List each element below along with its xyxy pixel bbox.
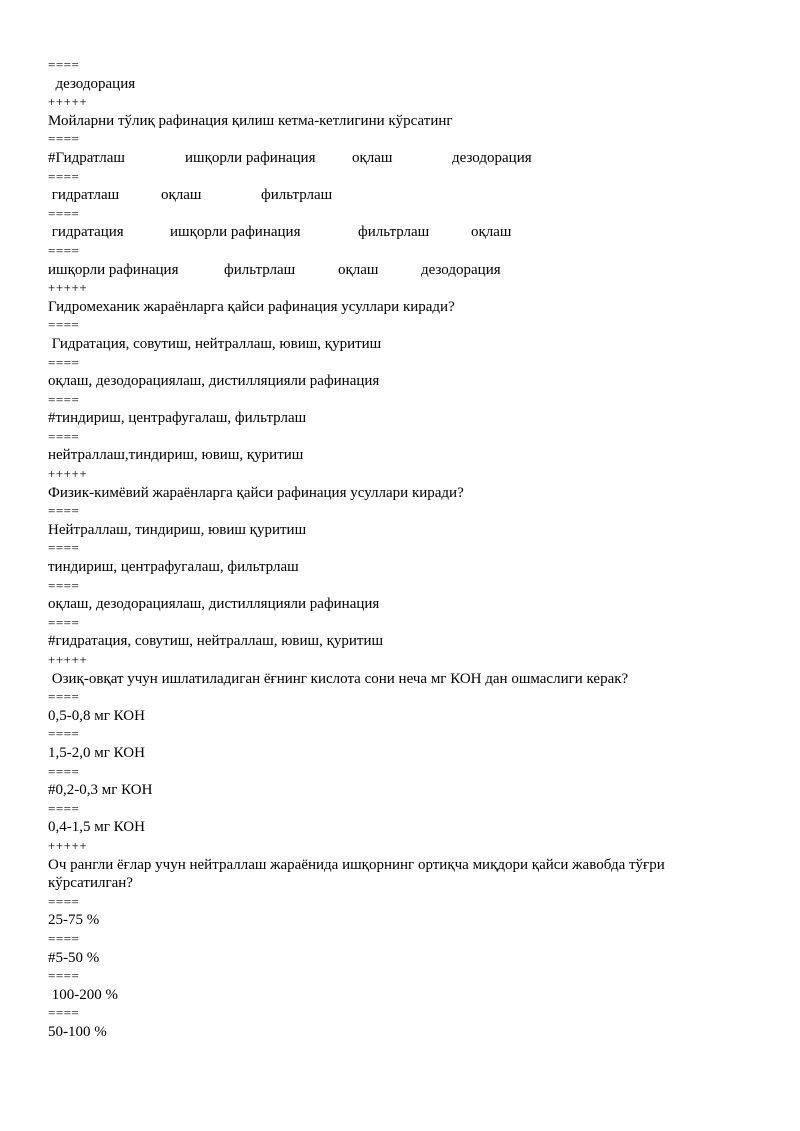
question-marker: +++++ (48, 94, 88, 110)
question-text: Гидромеханик жараёнларга қайси рафинация усуллари киради? (48, 298, 455, 315)
question-marker: +++++ (48, 652, 88, 667)
answer-option: #тиндириш, центрафугалаш, фильтрлаш (48, 410, 307, 427)
separator: ==== (48, 614, 80, 630)
answer-option-row (48, 261, 748, 280)
answer-option: оқлаш, дезодорациялаш, дистилляцияли рафинация (48, 596, 380, 613)
answer-term: гидратация (48, 224, 124, 241)
answer-term: дезодорация (421, 261, 501, 278)
answer-option: Гидратация, совутиш, нейтраллаш, ювиш, қуритиш (48, 335, 382, 352)
answer-term: оқлаш (338, 261, 379, 278)
separator: ==== (48, 1005, 80, 1021)
answer-option: дезодорация (48, 75, 136, 92)
answer-option: тиндириш, центрафугалаш, фильтрлаш (48, 559, 299, 576)
answer-option: 100-200 % (48, 986, 118, 1003)
question-text: Физик-кимёвий жараёнларга қайси рафинация усуллари киради? (48, 484, 464, 501)
answer-option-row (48, 149, 748, 168)
answer-option-row (48, 186, 748, 205)
answer-option: #5-50 % (48, 949, 100, 966)
separator: ==== (48, 131, 80, 147)
separator: ==== (48, 168, 80, 184)
answer-option: 50-100 % (48, 1023, 107, 1040)
answer-option-row (48, 223, 748, 242)
answer-term: оқлаш (161, 187, 202, 204)
answer-term: фильтрлаш (224, 261, 296, 278)
separator: ==== (48, 317, 80, 333)
answer-option: 0,4-1,5 мг КОН (48, 819, 145, 836)
separator: ==== (48, 391, 80, 407)
question-text: Мойларни тўлиқ рафинация қилиш кетма-кетлигини кўрсатинг (48, 112, 453, 129)
separator: ==== (48, 689, 80, 705)
separator: ==== (48, 428, 80, 444)
separator: ==== (48, 726, 80, 742)
answer-term: ишқорли рафинация (48, 261, 179, 278)
separator: ==== (48, 242, 80, 258)
question-text: Озиқ-овқат учун ишлатиладиган ёғнинг кислота сони неча мг КОН дан ошмаслиги керак? (48, 670, 629, 687)
question-marker: +++++ (48, 466, 88, 482)
answer-term: дезодорация (452, 149, 532, 166)
separator: ==== (48, 968, 80, 984)
answer-option: #0,2-0,3 мг КОН (48, 782, 153, 799)
answer-term: фильтрлаш (358, 224, 430, 241)
answer-option: #гидратация, совутиш, нейтраллаш, ювиш, қуритиш (48, 633, 384, 650)
answer-option: оқлаш, дезодорациялаш, дистилляцияли рафинация (48, 373, 380, 390)
answer-option: нейтраллаш,тиндириш, ювиш, қуритиш (48, 447, 304, 464)
answer-term: оқлаш (352, 149, 393, 166)
question-text: Оч рангли ёғлар учун нейтраллаш жараёнида ишқорнинг ортиқча миқдори қайси жавобда тўғри кўрсатилган? (48, 856, 665, 892)
answer-term: #Гидратлаш (48, 149, 125, 166)
answer-term: гидратлаш (48, 187, 120, 204)
answer-term: ишқорли рафинация (185, 149, 316, 166)
separator: ==== (48, 930, 80, 946)
question-marker: +++++ (48, 280, 88, 296)
separator: ==== (48, 577, 80, 593)
answer-option: 1,5-2,0 мг КОН (48, 744, 145, 761)
answer-term: оқлаш (471, 224, 512, 241)
answer-option: 25-75 % (48, 912, 100, 929)
document-page (48, 56, 748, 1041)
separator: ==== (48, 763, 80, 779)
answer-option: 0,5-0,8 мг КОН (48, 707, 145, 724)
answer-term: фильтрлаш (261, 187, 333, 204)
separator: ==== (48, 503, 80, 519)
separator: ==== (48, 354, 80, 370)
separator: ==== (48, 540, 80, 556)
separator: ==== (48, 205, 80, 221)
separator: ==== (48, 57, 80, 72)
question-marker: +++++ (48, 837, 88, 853)
separator: ==== (48, 893, 80, 909)
answer-option: Нейтраллаш, тиндириш, ювиш қуритиш (48, 521, 307, 538)
separator: ==== (48, 800, 80, 816)
answer-term: ишқорли рафинация (170, 224, 301, 241)
